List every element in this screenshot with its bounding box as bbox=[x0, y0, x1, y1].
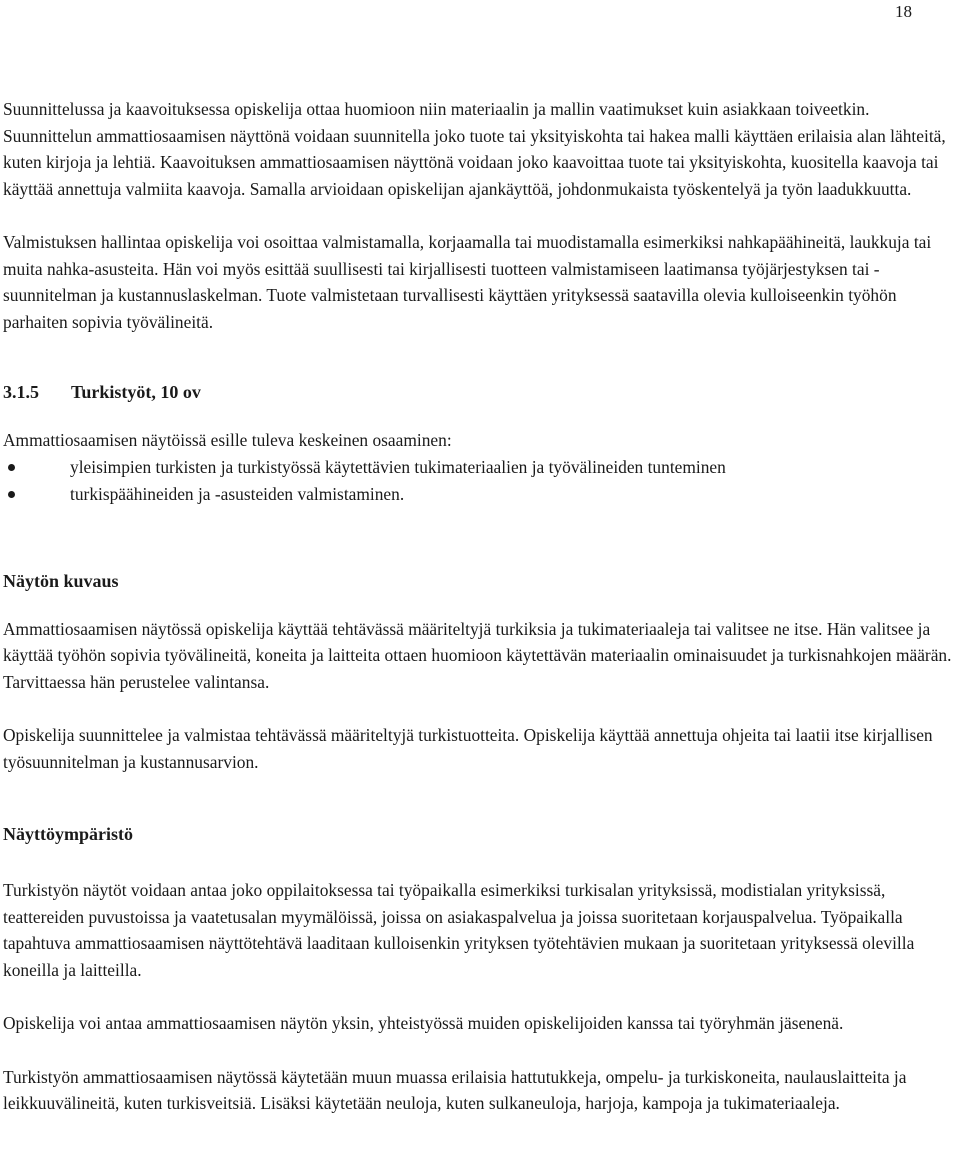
paragraph-ymparisto-3: Turkistyön ammattiosaamisen näytössä käytetään muun muassa erilaisia hattutukkeja, ompelu- ja turkiskoneita, naulauslaitteita ja leikkuuvälineitä, kuten turkisveitsiä. Lisäksi käytetään neuloja, kuten sulkaneuloja, harjoja, kampoja ja tukimateriaaleja. bbox=[3, 1066, 907, 1113]
section-intro: Ammattiosaamisen näytöissä esille tuleva keskeinen osaaminen: bbox=[3, 430, 452, 450]
section-title: Turkistyöt, 10 ov bbox=[71, 382, 201, 402]
paragraph-kuvaus-2: Opiskelija suunnittelee ja valmistaa tehtävässä määriteltyjä turkistuotteita. Opiskelija käyttää annettuja ohjeita tai laatii itse kirjallisen työsuunnitelman ja kustannusarvion. bbox=[3, 725, 933, 772]
paragraph-valmistus: Valmistuksen hallintaa opiskelija voi osoittaa valmistamalla, korjaamalla tai muodistamalla esimerkiksi nahkapäähineitä, laukkuja tai muita nahka-asusteita. Hän voi myös esittää suullisesti tai kirjallisesti tuotteen valmistamiseen laatimansa työjärjestyksen tai -suunnitelman ja kustannuslaskelman. Tuote valmistetaan turvallisesti käyttäen yrityksessä saatavilla olevia kulloiseenkin työhön parhaiten sopivia työvälineitä. bbox=[3, 232, 932, 332]
paragraph-kuvaus-1: Ammattiosaamisen näytössä opiskelija käyttää tehtävässä määriteltyjä turkiksia ja tukimateriaaleja tai valitsee ne itse. Hän valitsee ja käyttää työhön sopivia työvälineitä, koneita ja laitteita ottaen huomioon käytettävän materiaalin ominaisuudet ja turkisnahkojen määrän. Tarvittaessa hän perustelee valintansa. bbox=[3, 618, 952, 692]
paragraph-ymparisto-2: Opiskelija voi antaa ammattiosaamisen näytön yksin, yhteistyössä muiden opiskelijoiden kanssa tai työryhmän jäsenenä. bbox=[3, 1013, 844, 1033]
paragraph-suunnittelu: Suunnittelussa ja kaavoituksessa opiskelija ottaa huomioon niin materiaalin ja mallin vaatimukset kuin asiakkaan toiveetkin. Suunnittelun ammattiosaamisen näyttönä voidaan suunnitella joko tuote tai yksityiskohta tai hakea malli käyttäen erilaisia alan lähteitä, kuten kirjoja ja lehtiä. Kaavoituksen ammattiosaamisen näyttönä voidaan joko kaavoittaa tuote tai yksityiskohta, kuositella kaavoja tai käyttää annettuja valmiita kaavoja. Samalla arvioidaan opiskelijan ajankäyttöä, johdonmukaista työskentelyä ja työn laadukkuutta. bbox=[3, 99, 946, 199]
list-item: yleisimpien turkisten ja turkistyössä käytettävien tukimateriaalien ja työvälineiden tunteminen bbox=[3, 454, 957, 481]
competence-list bbox=[3, 454, 957, 508]
paragraph-ymparisto-1: Turkistyön näytöt voidaan antaa joko oppilaitoksessa tai työpaikalla esimerkiksi turkisalan yrityksissä, modistialan yrityksissä, teattereiden puvustoissa ja vaatetusalan myymälöissä, joissa on asiakaspalvelua ja joissa suoritetaan korjauspalvelua. Työpaikalla tapahtuva ammattiosaamisen näyttötehtävä laaditaan kulloisenkin yrityksen työtehtävien mukaan ja suoritetaan yrityksessä olevilla koneilla ja laitteilla. bbox=[3, 880, 915, 980]
section-heading bbox=[3, 379, 957, 405]
page-number: 18 bbox=[895, 2, 912, 21]
document-body bbox=[3, 96, 957, 1117]
section-number: 3.1.5 bbox=[3, 382, 39, 402]
heading-nayton-kuvaus: Näytön kuvaus bbox=[3, 570, 119, 591]
heading-nayttoymparisto: Näyttöympäristö bbox=[3, 824, 133, 844]
list-item: turkispäähineiden ja -asusteiden valmistaminen. bbox=[3, 481, 957, 508]
